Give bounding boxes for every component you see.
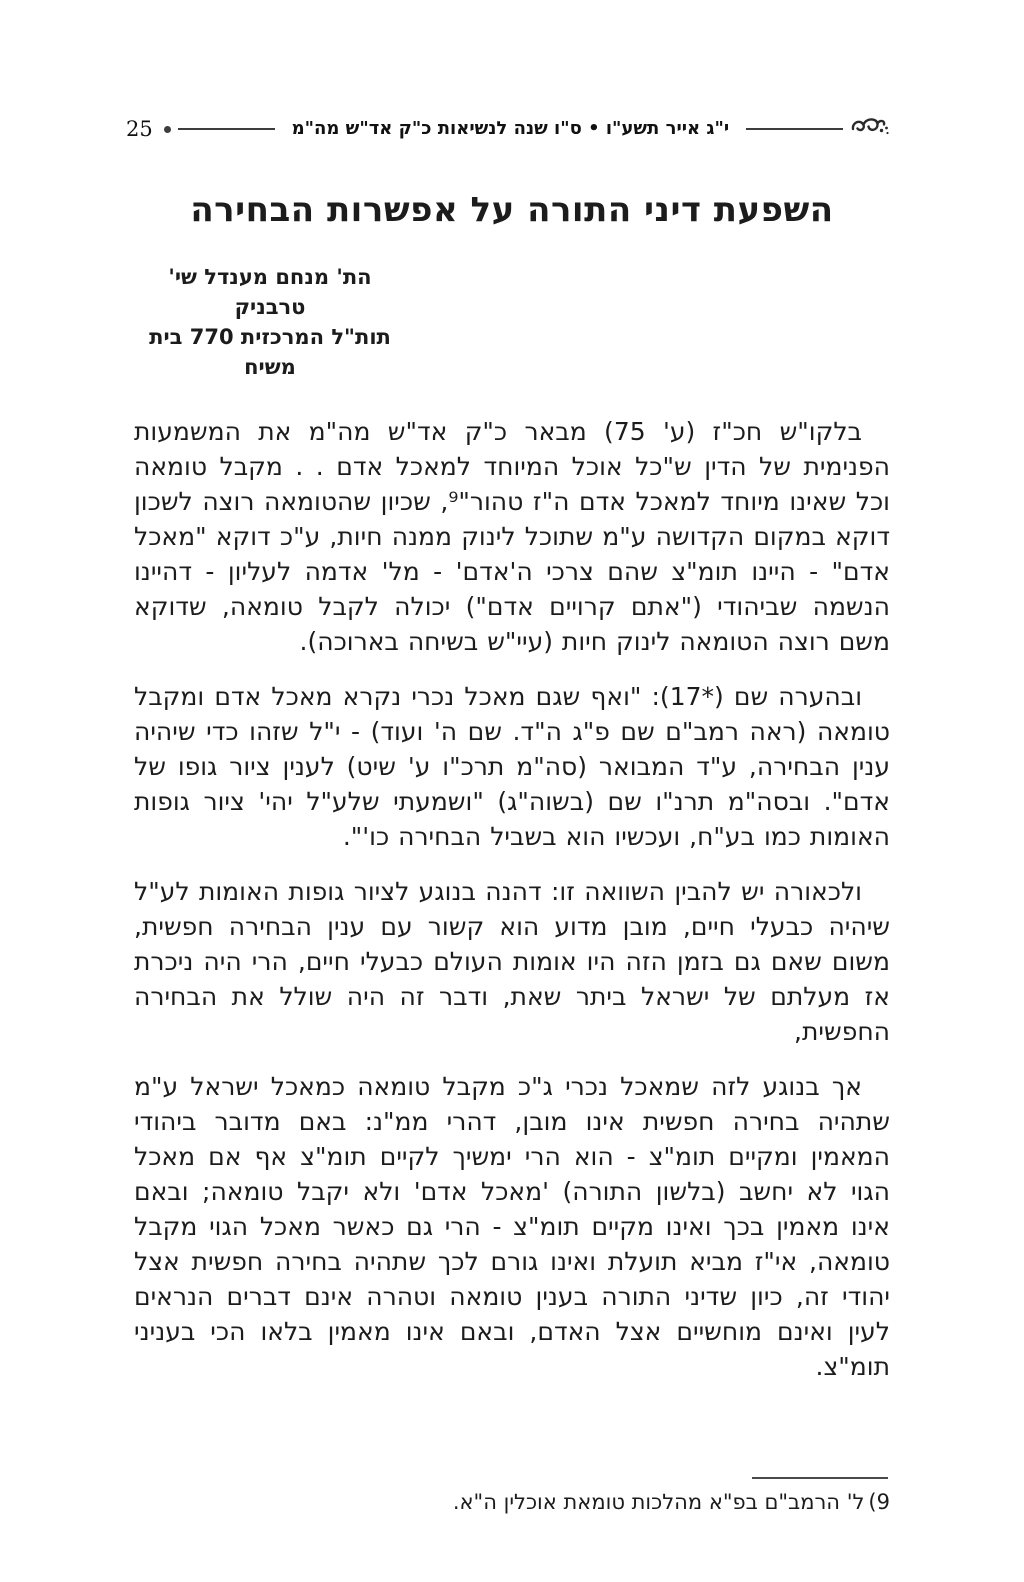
header-running-title: י"ג אייר תשע"ו • ס"ו שנה לנשיאות כ"ק אד"ש מה"מ	[291, 118, 730, 139]
header-row	[126, 116, 890, 142]
author-institution: תות"ל המרכזית 770 בית משיח	[149, 325, 391, 380]
footnote-separator-rule	[752, 1477, 888, 1479]
footnote	[134, 1488, 890, 1516]
author-name: הת' מנחם מענדל שי' טרבניק	[168, 265, 372, 320]
header-rule-right	[746, 128, 843, 130]
article-body	[134, 414, 890, 1384]
footnote-text: ל' הרמב"ם בפ"א מהלכות טומאת אוכלין ה"א.	[452, 1490, 865, 1515]
footnote-section	[134, 1477, 890, 1516]
paragraph-3: ולכאורה יש להבין השוואה זו: דהנה בנוגע לציור גופות האומות לע"ל שיהיה כבעלי חיים, מובן מדוע הוא קשור עם ענין הבחירה חפשית, משום שאם גם בזמן הזה היו אומות העולם כבעלי חיים, הרי היה ניכרת אז מעלתם של ישראל ביתר שאת, ודבר זה היה שולל את הבחירה החפשית,	[134, 877, 890, 1047]
article-content	[134, 188, 890, 1516]
footnote-marker: 9)	[868, 1490, 890, 1515]
page-number: 25	[126, 116, 153, 141]
paragraph-4: אך בנוגע לזה שמאכל נכרי ג"כ מקבל טומאה כמאכל ישראל ע"מ שתהיה בחירה חפשית אינו מובן, דהרי ממ"נ: באם מדובר ביהודי המאמין ומקיים תומ"צ - הוא הרי ימשיך לקיים תומ"צ אף אם מאכל הגוי לא יחשב (בלשון התורה) 'מאכל אדם' ולא יקבל טומאה; ובאם אינו מאמין בכך ואינו מקיים תומ"צ - הרי גם כאשר מאכל הגוי מקבל טומאה, אי"ז מביא תועלת ואינו גורם לכך שתהיה בחירה חפשית אצל יהודי זה, כיון שדיני התורה בענין טומאה וטהרה אינם דברים הנראים לעין ואינם מוחשיים אצל האדם, ובאם אינו מאמין בלאו הכי בעניני תומ"צ.	[134, 1072, 890, 1382]
author-block	[134, 262, 406, 382]
article-title: השפעת דיני התורה על אפשרות הבחירה	[190, 190, 834, 230]
header-rule-left	[178, 128, 275, 130]
paragraph-2: ובהערה שם (*17): "ואף שגם מאכל נכרי נקרא מאכל אדם ומקבל טומאה (ראה רמב"ם שם פ"ג ה"ד. שם ה' ועוד) - י"ל שזהו כדי שיהיה ענין הבחירה, ע"ד המבואר (סה"מ תרכ"ו ע' שיט) לענין ציור גופו של אדם". ובסה"מ תרנ"ו שם (בשוה"ג) "ושמעתי שלע"ל יהי' ציור גופות האומות כמו בע"ח, ועכשיו הוא בשביל הבחירה כו'".	[134, 682, 890, 852]
page-header	[0, 0, 1024, 142]
paragraph-1: בלקו"ש חכ"ז (ע' 75) מבאר כ"ק אד"ש מה"מ את המשמעות הפנימית של הדין ש"כל אוכל המיוחד למאכל אדם . . מקבל טומאה וכל שאינו מיוחד למאכל אדם ה"ז טהור"⁹, שכיון שהטומאה רוצה לשכון דוקא במקום הקדושה ע"מ שתוכל לינוק ממנה חיות, ע"כ דוקא "מאכל אדם" - היינו תומ"צ שהם צרכי ה'אדם' - מל' אדמה לעליון - דהיינו הנשמה שביהודי ("אתם קרויים אדם") יכולה לקבל טומאה, שדוקא משם רוצה הטומאה לינוק חיות (עיי"ש בשיחה בארוכה).	[134, 417, 890, 657]
header-rule-dot	[164, 126, 171, 133]
fleuron-ornament-icon	[850, 116, 890, 142]
